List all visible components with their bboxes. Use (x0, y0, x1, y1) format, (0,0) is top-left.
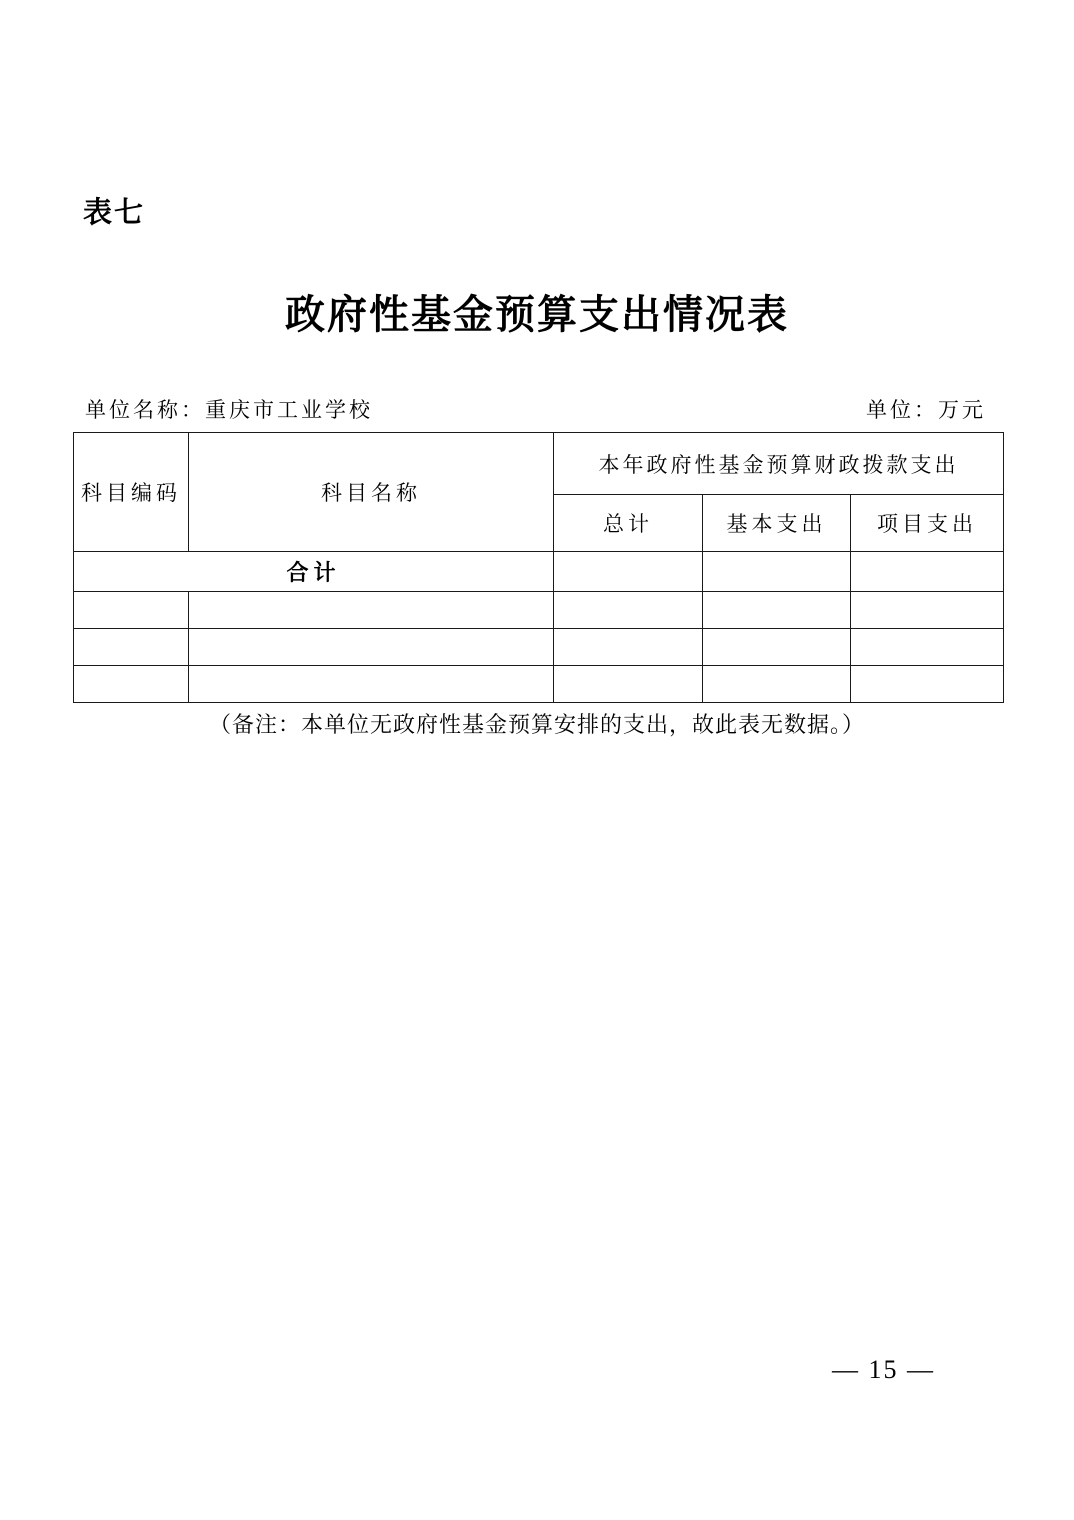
budget-table (73, 432, 1004, 703)
page-number: — 15 — (832, 1355, 935, 1384)
total-row-project-cell (851, 552, 1004, 592)
total-row-label: 合计 (74, 552, 554, 592)
total-row-basic-cell (703, 552, 851, 592)
cell-name (189, 592, 554, 629)
table-header-row-top (74, 433, 1004, 495)
cell-project (851, 666, 1004, 703)
table-note: （备注：本单位无政府性基金预算安排的支出，故此表无数据。） (208, 712, 865, 737)
cell-basic (703, 592, 851, 629)
header-subject-code: 科目编码 (74, 433, 189, 552)
cell-code (74, 629, 189, 666)
cell-total (554, 592, 703, 629)
page-title: 政府性基金预算支出情况表 (285, 292, 789, 337)
header-basic-expenditure: 基本支出 (703, 495, 851, 552)
sheet-label: 表七 (83, 197, 146, 229)
unit-name-label: 单位名称：重庆市工业学校 (85, 398, 373, 422)
cell-project (851, 629, 1004, 666)
cell-code (74, 666, 189, 703)
cell-basic (703, 629, 851, 666)
total-row (74, 552, 1004, 592)
unit-currency-label: 单位：万元 (866, 398, 986, 422)
unit-row (85, 397, 986, 424)
table-row (74, 629, 1004, 666)
header-project-expenditure: 项目支出 (851, 495, 1004, 552)
cell-name (189, 629, 554, 666)
header-fund-expenditure-group: 本年政府性基金预算财政拨款支出 (554, 433, 1004, 495)
header-subject-name: 科目名称 (189, 433, 554, 552)
total-row-total-cell (554, 552, 703, 592)
cell-project (851, 592, 1004, 629)
header-total: 总计 (554, 495, 703, 552)
cell-name (189, 666, 554, 703)
cell-code (74, 592, 189, 629)
cell-total (554, 629, 703, 666)
table-row (74, 666, 1004, 703)
cell-total (554, 666, 703, 703)
table-row (74, 592, 1004, 629)
cell-basic (703, 666, 851, 703)
